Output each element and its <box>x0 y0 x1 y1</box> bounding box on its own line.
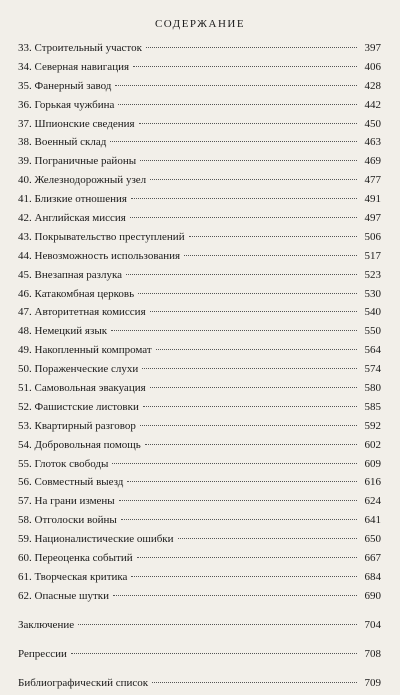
toc-entry-title: 58. Отголоски войны <box>18 514 117 526</box>
toc-entry-page-number: 708 <box>361 648 381 660</box>
toc-entry-page-number: 517 <box>361 250 381 262</box>
toc-entry <box>18 439 381 458</box>
dot-leader <box>145 444 357 445</box>
toc-entry-title: 46. Катакомбная церковь <box>18 288 134 300</box>
dot-leader <box>150 387 357 388</box>
dot-leader <box>140 425 357 426</box>
dot-leader <box>150 179 357 180</box>
toc-entry <box>18 677 381 695</box>
dot-leader <box>127 481 357 482</box>
toc-entry-title: 52. Фашистские листовки <box>18 401 139 413</box>
dot-leader <box>131 576 357 577</box>
dot-leader <box>139 123 357 124</box>
toc-entry <box>18 382 381 401</box>
toc-entry-page-number: 624 <box>361 495 381 507</box>
dot-leader <box>133 66 357 67</box>
dot-leader <box>138 293 357 294</box>
toc-entry <box>18 99 381 118</box>
toc-entry-page-number: 602 <box>361 439 381 451</box>
toc-entry-page-number: 650 <box>361 533 381 545</box>
toc-entry <box>18 193 381 212</box>
toc-entry <box>18 619 381 638</box>
section-gap <box>18 609 381 619</box>
toc-entry-title: 55. Глоток свободы <box>18 458 108 470</box>
toc-entry-page-number: 592 <box>361 420 381 432</box>
toc-entry <box>18 118 381 137</box>
toc-entry-page-number: 704 <box>361 619 381 631</box>
section-gap <box>18 638 381 648</box>
toc-entry-page-number: 709 <box>361 677 381 689</box>
toc-entry-page-number: 530 <box>361 288 381 300</box>
toc-entry-title: 38. Военный склад <box>18 136 106 148</box>
toc-entry-title: 34. Северная навигация <box>18 61 129 73</box>
toc-entry-title: 44. Невозможность использования <box>18 250 180 262</box>
toc-entry <box>18 344 381 363</box>
toc-entry <box>18 212 381 231</box>
toc-entry <box>18 42 381 61</box>
toc-entry-title: 62. Опасные шутки <box>18 590 109 602</box>
dot-leader <box>178 538 357 539</box>
toc-entry <box>18 325 381 344</box>
toc-entry-title: 37. Шпионские сведения <box>18 118 135 130</box>
toc-entry-page-number: 463 <box>361 136 381 148</box>
toc-entry-page-number: 574 <box>361 363 381 375</box>
dot-leader <box>143 406 357 407</box>
dot-leader <box>118 104 357 105</box>
toc-entry <box>18 61 381 80</box>
toc-entry-page-number: 397 <box>361 42 381 54</box>
dot-leader <box>119 500 357 501</box>
toc-entry-page-number: 580 <box>361 382 381 394</box>
dot-leader <box>146 47 357 48</box>
toc-entry <box>18 80 381 99</box>
toc-entry <box>18 174 381 193</box>
toc-entry-page-number: 641 <box>361 514 381 526</box>
toc-entry <box>18 288 381 307</box>
dot-leader <box>131 198 357 199</box>
dot-leader <box>113 595 357 596</box>
toc-entry <box>18 420 381 439</box>
dot-leader <box>130 217 357 218</box>
toc-entry-page-number: 491 <box>361 193 381 205</box>
dot-leader <box>184 255 357 256</box>
toc-entry-page-number: 442 <box>361 99 381 111</box>
toc-entry-title: 48. Немецкий язык <box>18 325 107 337</box>
dot-leader <box>121 519 357 520</box>
section-gap <box>18 667 381 677</box>
toc-entry-title: 59. Националистические ошибки <box>18 533 174 545</box>
toc-entry-title: 50. Пораженческие слухи <box>18 363 138 375</box>
toc-entry-page-number: 616 <box>361 476 381 488</box>
toc-entry-title: 56. Совместный выезд <box>18 476 123 488</box>
toc-entry-page-number: 428 <box>361 80 381 92</box>
toc-entry <box>18 306 381 325</box>
toc-entry-title: 36. Горькая чужбина <box>18 99 114 111</box>
toc-entry <box>18 136 381 155</box>
dot-leader <box>189 236 357 237</box>
dot-leader <box>137 557 357 558</box>
dot-leader <box>152 682 357 683</box>
toc-entry-title: 40. Железнодорожный узел <box>18 174 146 186</box>
dot-leader <box>156 349 357 350</box>
toc-entry <box>18 648 381 667</box>
toc-entry-title: 39. Пограничные районы <box>18 155 136 167</box>
toc-entry <box>18 401 381 420</box>
toc-entry-page-number: 690 <box>361 590 381 602</box>
toc-entry <box>18 458 381 477</box>
toc-entry-page-number: 469 <box>361 155 381 167</box>
dot-leader <box>140 160 357 161</box>
toc-entry <box>18 571 381 590</box>
dot-leader <box>142 368 357 369</box>
toc-entry <box>18 533 381 552</box>
toc-entry-page-number: 564 <box>361 344 381 356</box>
toc-entry-title: 53. Квартирный разговор <box>18 420 136 432</box>
toc-entry-title: 57. На грани измены <box>18 495 115 507</box>
toc-entry-title: 43. Покрывательство преступлений <box>18 231 185 243</box>
toc-entry-page-number: 540 <box>361 306 381 318</box>
toc-entry-title: 47. Авторитетная комиссия <box>18 306 146 318</box>
toc-entry-page-number: 506 <box>361 231 381 243</box>
toc-entry-title: 45. Внезапная разлука <box>18 269 122 281</box>
dot-leader <box>150 311 357 312</box>
toc-entry <box>18 476 381 495</box>
toc-entry <box>18 363 381 382</box>
toc-entry-page-number: 450 <box>361 118 381 130</box>
toc-entry-title: 33. Строительный участок <box>18 42 142 54</box>
toc-entry-page-number: 684 <box>361 571 381 583</box>
dot-leader <box>126 274 357 275</box>
toc-entry-title: 51. Самовольная эвакуация <box>18 382 146 394</box>
toc-entry-page-number: 667 <box>361 552 381 564</box>
dot-leader <box>115 85 357 86</box>
toc-entry-title: Репрессии <box>18 648 67 660</box>
toc-entry-title: 49. Накопленный компромат <box>18 344 152 356</box>
dot-leader <box>110 141 357 142</box>
toc-entry-title: Библиографический список <box>18 677 148 689</box>
toc-entry-page-number: 585 <box>361 401 381 413</box>
toc-entry <box>18 269 381 288</box>
page-header: СОДЕРЖАНИЕ <box>0 18 400 30</box>
toc-entry-title: 60. Переоценка событий <box>18 552 133 564</box>
table-of-contents <box>18 42 381 695</box>
toc-entry-page-number: 477 <box>361 174 381 186</box>
toc-entry <box>18 514 381 533</box>
toc-entry-title: 41. Близкие отношения <box>18 193 127 205</box>
toc-entry <box>18 250 381 269</box>
toc-entry <box>18 552 381 571</box>
toc-entry-title: Заключение <box>18 619 74 631</box>
dot-leader <box>71 653 357 654</box>
toc-entry-title: 61. Творческая критика <box>18 571 127 583</box>
toc-entry-page-number: 550 <box>361 325 381 337</box>
toc-entry-page-number: 497 <box>361 212 381 224</box>
toc-entry-title: 54. Добровольная помощь <box>18 439 141 451</box>
toc-entry-title: 42. Английская миссия <box>18 212 126 224</box>
toc-entry-page-number: 406 <box>361 61 381 73</box>
toc-entry <box>18 590 381 609</box>
dot-leader <box>111 330 357 331</box>
toc-entry-page-number: 609 <box>361 458 381 470</box>
toc-entry-page-number: 523 <box>361 269 381 281</box>
dot-leader <box>112 463 357 464</box>
toc-entry <box>18 495 381 514</box>
toc-entry <box>18 155 381 174</box>
toc-entry-title: 35. Фанерный завод <box>18 80 111 92</box>
toc-entry <box>18 231 381 250</box>
dot-leader <box>78 624 357 625</box>
